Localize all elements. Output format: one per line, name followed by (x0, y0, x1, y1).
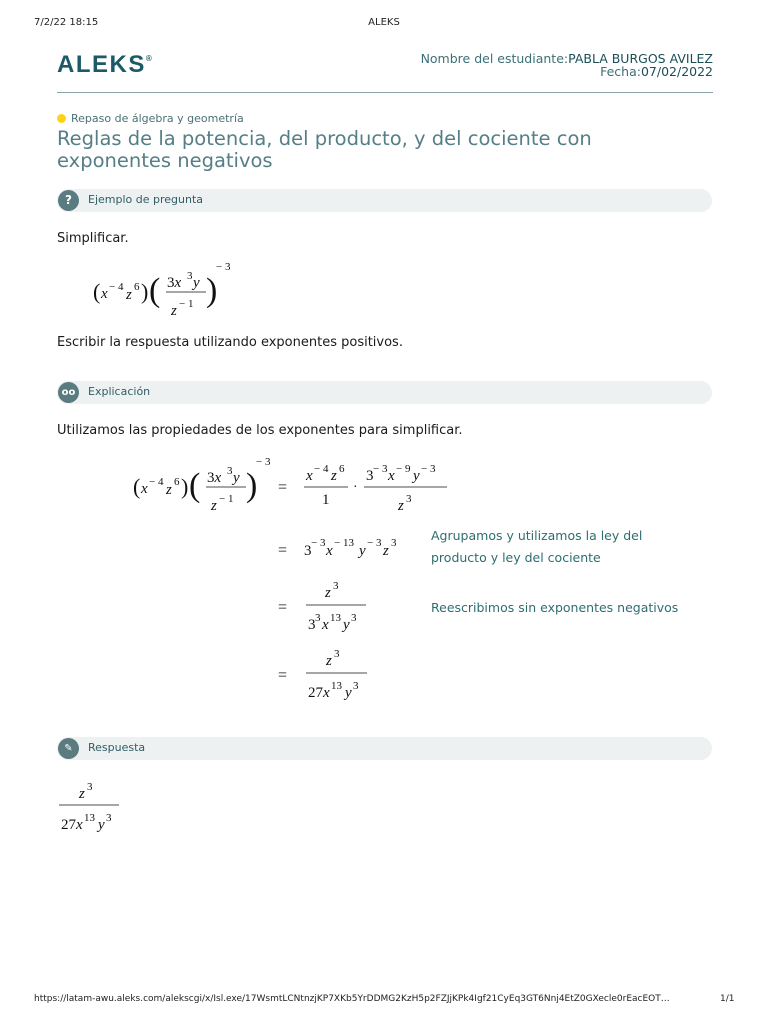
svg-text:− 3: − 3 (311, 537, 326, 549)
footer-url: https://latam-awu.aleks.com/alekscgi/x/Isl.exe/17WsmtLCNtnzjKP7XKb5YrDDMG2KzH5p2FZJjKPk4Igf21CyEq3GT6Nnj4EtZ0GXecle0rEacEOT… (34, 994, 670, 1004)
section-answer-label: Respuesta (88, 741, 146, 754)
section-question-label: Ejemplo de pregunta (88, 193, 204, 206)
footer-page-number: 1/1 (720, 994, 735, 1004)
date-value: 07/02/2022 (640, 64, 713, 79)
svg-text:− 4: − 4 (109, 281, 124, 293)
topic-dot-icon (57, 114, 66, 123)
svg-text:− 1: − 1 (219, 493, 234, 505)
question-note: Escribir la respuesta utilizando exponentes positivos. (57, 335, 403, 350)
svg-text:− 3: − 3 (373, 463, 388, 475)
svg-text:3: 3 (227, 465, 233, 477)
question-expression (90, 257, 250, 325)
svg-text:13: 13 (330, 612, 341, 624)
svg-text:(: ( (93, 279, 101, 304)
svg-text:=: = (278, 542, 288, 559)
svg-text:y: y (233, 470, 240, 486)
svg-text:27x: 27x (308, 685, 330, 701)
svg-text:z: z (171, 303, 177, 319)
svg-text:3: 3 (315, 612, 321, 624)
question-icon: ? (58, 190, 79, 211)
svg-text:3x: 3x (207, 470, 222, 486)
svg-text:3: 3 (87, 781, 93, 793)
svg-text:1: 1 (322, 492, 330, 508)
svg-text:− 1: − 1 (179, 298, 194, 310)
svg-text:3: 3 (106, 812, 112, 824)
svg-text:3: 3 (308, 617, 316, 633)
svg-text:6: 6 (174, 476, 180, 488)
svg-text:13: 13 (331, 680, 342, 692)
svg-text:x: x (388, 468, 395, 484)
svg-text:(: ( (133, 474, 141, 499)
svg-text:3: 3 (353, 680, 359, 692)
topic-breadcrumb (57, 112, 244, 125)
question-instruction: Simplificar. (57, 231, 129, 246)
svg-text:): ) (141, 279, 149, 304)
svg-text:− 3: − 3 (216, 261, 231, 273)
svg-text:13: 13 (84, 812, 95, 824)
svg-text:z: z (331, 468, 337, 484)
answer-expression (55, 774, 135, 838)
svg-text:): ) (246, 467, 258, 504)
glasses-icon: oo (58, 382, 79, 403)
svg-text:y: y (193, 275, 200, 291)
section-answer-header (57, 737, 712, 760)
explanation-step-2 (270, 530, 420, 564)
svg-text:3: 3 (391, 537, 397, 549)
svg-text:3: 3 (366, 468, 374, 484)
svg-text:3: 3 (351, 612, 357, 624)
svg-text:(: ( (189, 467, 201, 504)
svg-text:z: z (79, 786, 85, 802)
svg-text:6: 6 (339, 463, 345, 475)
svg-text:=: = (278, 667, 288, 684)
svg-text:=: = (278, 599, 288, 616)
svg-text:x: x (306, 468, 313, 484)
svg-text:y: y (98, 817, 105, 833)
aleks-logo: ALEKS® (57, 51, 152, 78)
section-explanation-header (57, 381, 712, 404)
topic-label: Repaso de álgebra y geometría (71, 112, 244, 125)
explanation-step-1 (128, 452, 458, 522)
svg-text:(: ( (149, 272, 161, 309)
page-title: Reglas de la potencia, del producto, y del cociente con exponentes negativos (57, 127, 592, 172)
svg-text:3: 3 (334, 648, 340, 660)
date-label: Fecha: (600, 64, 641, 79)
svg-text:3: 3 (187, 270, 193, 282)
svg-text:− 9: − 9 (396, 463, 411, 475)
svg-text:y: y (359, 543, 366, 559)
print-page-title: ALEKS (368, 17, 400, 28)
svg-text:3: 3 (304, 543, 312, 559)
svg-text:y: y (343, 617, 350, 633)
svg-text:·: · (353, 480, 358, 495)
section-explanation-label: Explicación (88, 385, 151, 398)
pencil-icon: ✎ (58, 738, 79, 759)
svg-text:y: y (345, 685, 352, 701)
svg-text:): ) (206, 272, 218, 309)
svg-text:x: x (322, 617, 329, 633)
step-1-note (431, 525, 642, 569)
svg-text:− 13: − 13 (334, 537, 354, 549)
svg-text:− 4: − 4 (314, 463, 329, 475)
svg-text:=: = (278, 479, 288, 496)
svg-text:z: z (326, 653, 332, 669)
explanation-step-3 (270, 575, 380, 637)
svg-text:− 4: − 4 (149, 476, 164, 488)
step-2-note: Reescribimos sin exponentes negativos (431, 600, 679, 615)
svg-text:6: 6 (134, 281, 140, 293)
svg-text:x: x (326, 543, 333, 559)
explanation-step-4 (270, 643, 380, 705)
step-1-note-line-2: producto y ley del cociente (431, 550, 601, 565)
svg-text:3: 3 (333, 580, 339, 592)
student-name-label: Nombre del estudiante: (420, 51, 569, 66)
svg-text:): ) (181, 474, 189, 499)
svg-text:− 3: − 3 (367, 537, 382, 549)
print-datetime: 7/2/22 18:15 (34, 17, 99, 28)
svg-text:3: 3 (406, 493, 412, 505)
svg-text:x: x (101, 286, 108, 302)
svg-text:− 3: − 3 (256, 456, 271, 468)
explanation-intro: Utilizamos las propiedades de los exponentes para simplificar. (57, 423, 463, 438)
step-1-note-line-1: Agrupamos y utilizamos la ley del (431, 528, 643, 543)
svg-text:z: z (166, 482, 172, 498)
svg-text:y: y (413, 468, 420, 484)
svg-text:3x: 3x (167, 275, 182, 291)
svg-text:z: z (211, 498, 217, 514)
svg-text:z: z (325, 585, 331, 601)
student-info (421, 52, 713, 78)
svg-text:27x: 27x (61, 817, 83, 833)
header-divider (57, 92, 713, 93)
section-question-header (57, 189, 712, 212)
svg-text:x: x (141, 481, 148, 497)
svg-text:z: z (383, 543, 389, 559)
svg-text:− 3: − 3 (421, 463, 436, 475)
svg-text:z: z (126, 287, 132, 303)
svg-text:z: z (398, 498, 404, 514)
student-name: PABLA BURGOS AVILEZ (568, 51, 713, 66)
